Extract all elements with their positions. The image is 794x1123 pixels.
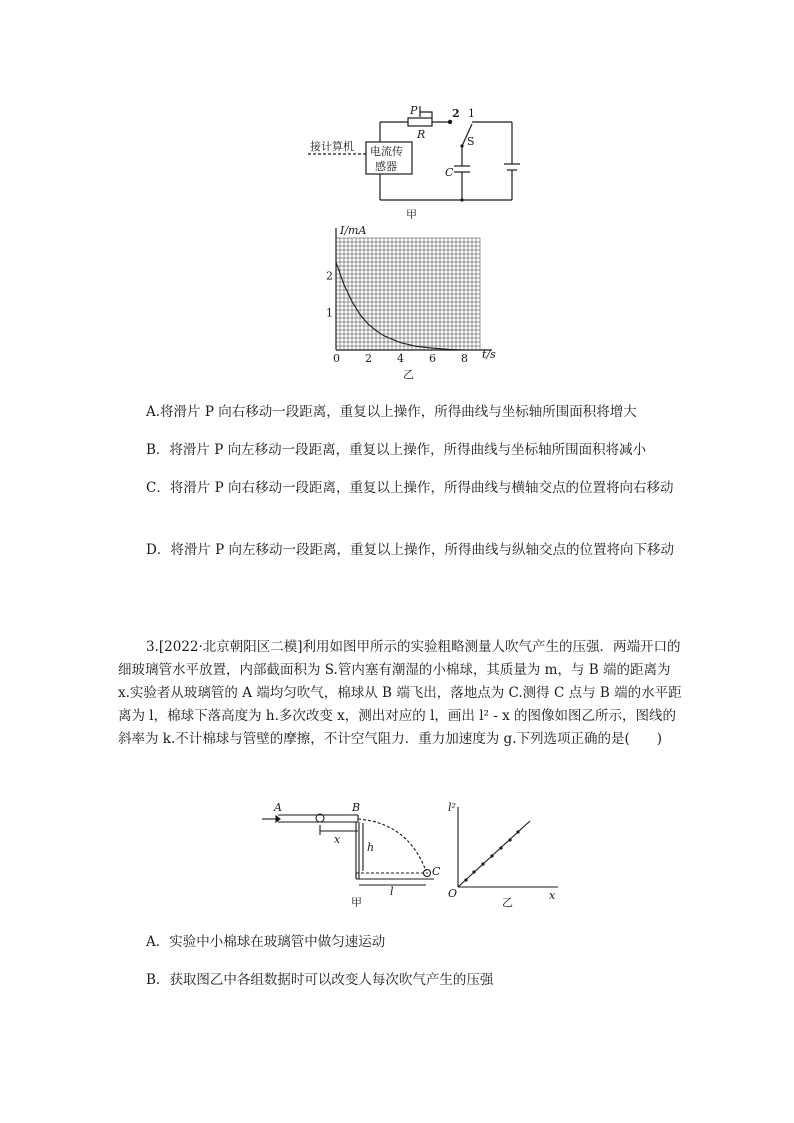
label-p: P <box>410 104 418 117</box>
y-tick-label: 2 <box>326 269 333 283</box>
label-r: R <box>417 128 426 141</box>
caption-left: 甲 <box>351 896 362 909</box>
caption-right: 乙 <box>502 896 513 909</box>
label-s: S <box>467 135 475 148</box>
x-tick-label: 0 <box>333 352 340 365</box>
blowpipe-diagram <box>258 795 568 910</box>
label-2: 2 <box>452 107 460 120</box>
sensor-label-2: 感器 <box>375 160 397 173</box>
axis-y-label: l² <box>448 801 456 814</box>
question-3-text: 3.[2022·北京朝阳区二模]利用如图甲所示的实验粗略测量人吹气产生的压强．两端开口的细玻璃管水平放置，内部截面积为 S.管内塞有潮湿的小棉球，其质量为 m，与 B 端的距离为 x.实验者从玻璃管的 A 端均匀吹气，棉球从 B 端飞出，落地点为 C.测得 C 点与 B 端的水平距离为 l，棉球下落高度为 h.多次改变 x，测出对应的 l，画出 l² - x 的图像如图乙所示，图线的斜率为 k.不计棉球与管壁的摩擦，不计空气阻力．重力加速度为 g.下列选项正确的是( ) <box>118 639 682 747</box>
x-tick-label: 8 <box>461 352 468 365</box>
option-q2-a: A.将滑片 P 向右移动一段距离，重复以上操作，所得曲线与坐标轴所围面积将增大 <box>146 404 637 420</box>
label-1: 1 <box>468 107 475 120</box>
y-axis-label: I/mA <box>340 224 367 237</box>
label-c-point: C <box>432 865 441 878</box>
origin-label: O <box>448 887 458 900</box>
x-tick-label: 4 <box>397 352 404 365</box>
option-q2-c: C．将滑片 P 向右移动一段距离，重复以上操作，所得曲线与横轴交点的位置将向右移动 <box>146 480 674 496</box>
y-tick-label: 1 <box>326 306 333 320</box>
label-c: C <box>445 166 454 179</box>
option-q2-d: D．将滑片 P 向左移动一段距离，重复以上操作，所得曲线与纵轴交点的位置将向下移动 <box>146 542 674 558</box>
graph-caption: 乙 <box>403 368 414 381</box>
x-tick-label: 6 <box>429 352 436 365</box>
x-tick-label: 2 <box>365 352 372 365</box>
computer-label: 接计算机 <box>310 140 354 153</box>
label-l: l <box>390 885 394 898</box>
sensor-label-1: 电流传 <box>370 145 403 158</box>
circuit-diagram <box>300 100 530 220</box>
label-h: h <box>367 841 375 854</box>
label-b: B <box>352 801 361 814</box>
option-q3-b: B．获取图乙中各组数据时可以改变人每次吹气产生的压强 <box>146 972 494 988</box>
option-q3-a: A．实验中小棉球在玻璃管中做匀速运动 <box>146 934 386 950</box>
axis-x-label: x <box>549 889 556 902</box>
x-axis-label: t/s <box>482 348 496 361</box>
circuit-caption: 甲 <box>406 208 417 220</box>
option-q2-b: B．将滑片 P 向左移动一段距离，重复以上操作，所得曲线与坐标轴所围面积将减小 <box>146 442 647 458</box>
current-time-graph <box>310 222 510 382</box>
label-a: A <box>274 801 282 814</box>
label-x: x <box>334 833 341 846</box>
